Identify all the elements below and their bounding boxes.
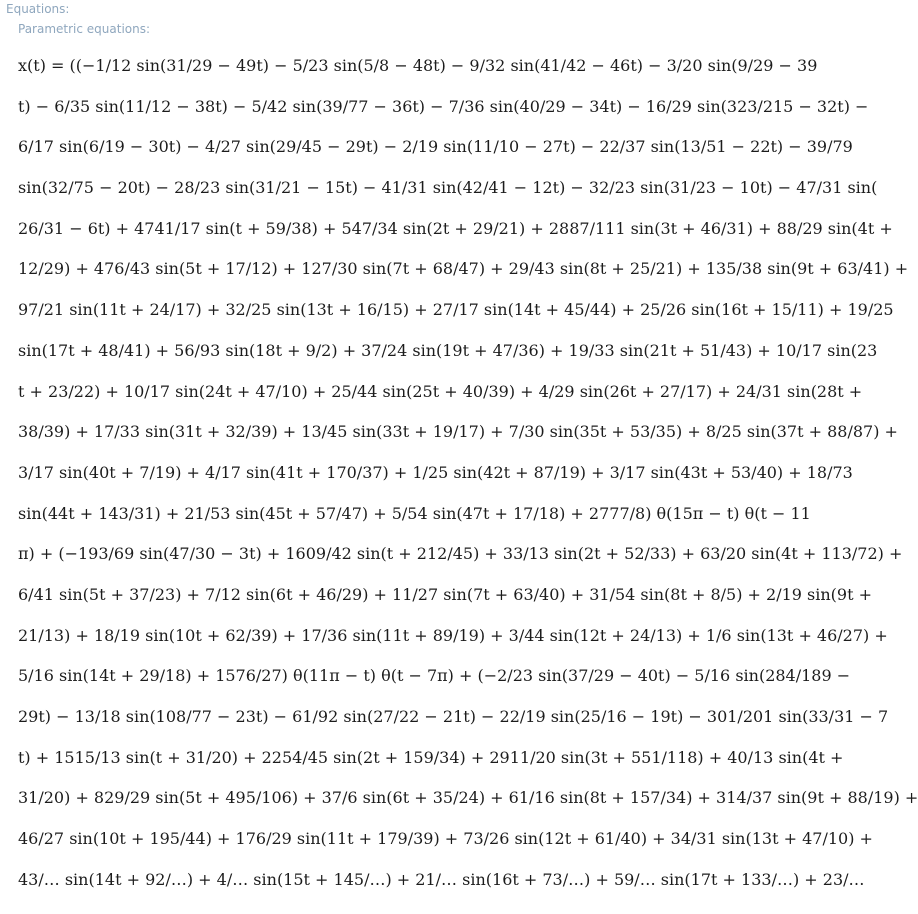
equation-line: 31/20) + 829/29 sin(5t + 495/106) + 37/6 sin(6t + 35/24) + 61/16 sin(8t + 157/34) + 314/37 sin(9t + 88/19) +: [18, 788, 918, 808]
equation-line: 97/21 sin(11t + 24/17) + 32/25 sin(13t + 16/15) + 27/17 sin(14t + 45/44) + 25/26 sin(16t + 15/11) + 19/25: [18, 300, 894, 320]
equation-line: x(t) = ((−1/12 sin(31/29 − 49t) − 5/23 sin(5/8 − 48t) − 9/32 sin(41/42 − 46t) − 3/20 sin(9/29 − 39: [18, 56, 818, 75]
equation-line: sin(32/75 − 20t) − 28/23 sin(31/21 − 15t) − 41/31 sin(42/41 − 12t) − 32/23 sin(31/23 − 10t) − 47/31 sin(: [18, 178, 878, 198]
equation-line: 29t) − 13/18 sin(108/77 − 23t) − 61/92 sin(27/22 − 21t) − 22/19 sin(25/16 − 19t) − 301/201 sin(33/31 − 7: [18, 707, 889, 726]
equation-line: 43/… sin(14t + 92/…) + 4/… sin(15t + 145/…) + 21/… sin(16t + 73/…) + 59/… sin(17t + 133/…) + 23/…: [18, 869, 865, 889]
equation-line: 26/31 − 6t) + 4741/17 sin(t + 59/38) + 547/34 sin(2t + 29/21) + 2887/111 sin(3t + 46/31) + 88/29 sin(4t +: [18, 218, 893, 238]
equation-line: 21/13) + 18/19 sin(10t + 62/39) + 17/36 sin(11t + 89/19) + 3/44 sin(12t + 24/13) + 1/6 sin(13t + 46/27) +: [18, 625, 888, 645]
equation-line: 46/27 sin(10t + 195/44) + 176/29 sin(11t + 179/39) + 73/26 sin(12t + 61/40) + 34/31 sin(13t + 47/10) +: [18, 829, 873, 849]
equation-line: 5/16 sin(14t + 29/18) + 1576/27) θ(11π − t) θ(t − 7π) + (−2/23 sin(37/29 − 40t) − 5/16 sin(284/189 −: [18, 666, 851, 686]
equation-body: [18, 46, 918, 900]
parametric-equations-heading: Parametric equations:: [18, 22, 151, 36]
equation-line: t) + 1515/13 sin(t + 31/20) + 2254/45 sin(2t + 159/34) + 2911/20 sin(3t + 551/118) + 40/13 sin(4t +: [18, 747, 844, 767]
equation-line: 6/41 sin(5t + 37/23) + 7/12 sin(6t + 46/29) + 11/27 sin(7t + 63/40) + 31/54 sin(8t + 8/5) + 2/19 sin(9t +: [18, 584, 873, 604]
equation-line: 6/17 sin(6/19 − 30t) − 4/27 sin(29/45 − 29t) − 2/19 sin(11/10 − 27t) − 22/37 sin(13/51 − 22t) − 39/79: [18, 137, 853, 157]
equation-line: sin(44t + 143/31) + 21/53 sin(45t + 57/47) + 5/54 sin(47t + 17/18) + 2777/8) θ(15π − t) θ(t − 11: [18, 503, 811, 523]
equation-line: π) + (−193/69 sin(47/30 − 3t) + 1609/42 sin(t + 212/45) + 33/13 sin(2t + 52/33) + 63/20 sin(4t + 113/72) +: [18, 544, 903, 564]
equation-line: 38/39) + 17/33 sin(31t + 32/39) + 13/45 sin(33t + 19/17) + 7/30 sin(35t + 53/35) + 8/25 sin(37t + 88/87) +: [18, 422, 898, 442]
equation-line: sin(17t + 48/41) + 56/93 sin(18t + 9/2) + 37/24 sin(19t + 47/36) + 19/33 sin(21t + 51/43) + 10/17 sin(23: [18, 340, 878, 360]
equations-heading: Equations:: [6, 2, 70, 16]
equation-line: t) − 6/35 sin(11/12 − 38t) − 5/42 sin(39/77 − 36t) − 7/36 sin(40/29 − 34t) − 16/29 sin(323/215 − 32t) −: [18, 96, 869, 116]
equation-line: 3/17 sin(40t + 7/19) + 4/17 sin(41t + 170/37) + 1/25 sin(42t + 87/19) + 3/17 sin(43t + 53/40) + 18/73: [18, 462, 853, 482]
equation-line: t + 23/22) + 10/17 sin(24t + 47/10) + 25/44 sin(25t + 40/39) + 4/29 sin(26t + 27/17) + 24/31 sin(28t +: [18, 381, 863, 401]
equation-line: 12/29) + 476/43 sin(5t + 17/12) + 127/30 sin(7t + 68/47) + 29/43 sin(8t + 25/21) + 135/38 sin(9t + 63/41) +: [18, 259, 909, 279]
